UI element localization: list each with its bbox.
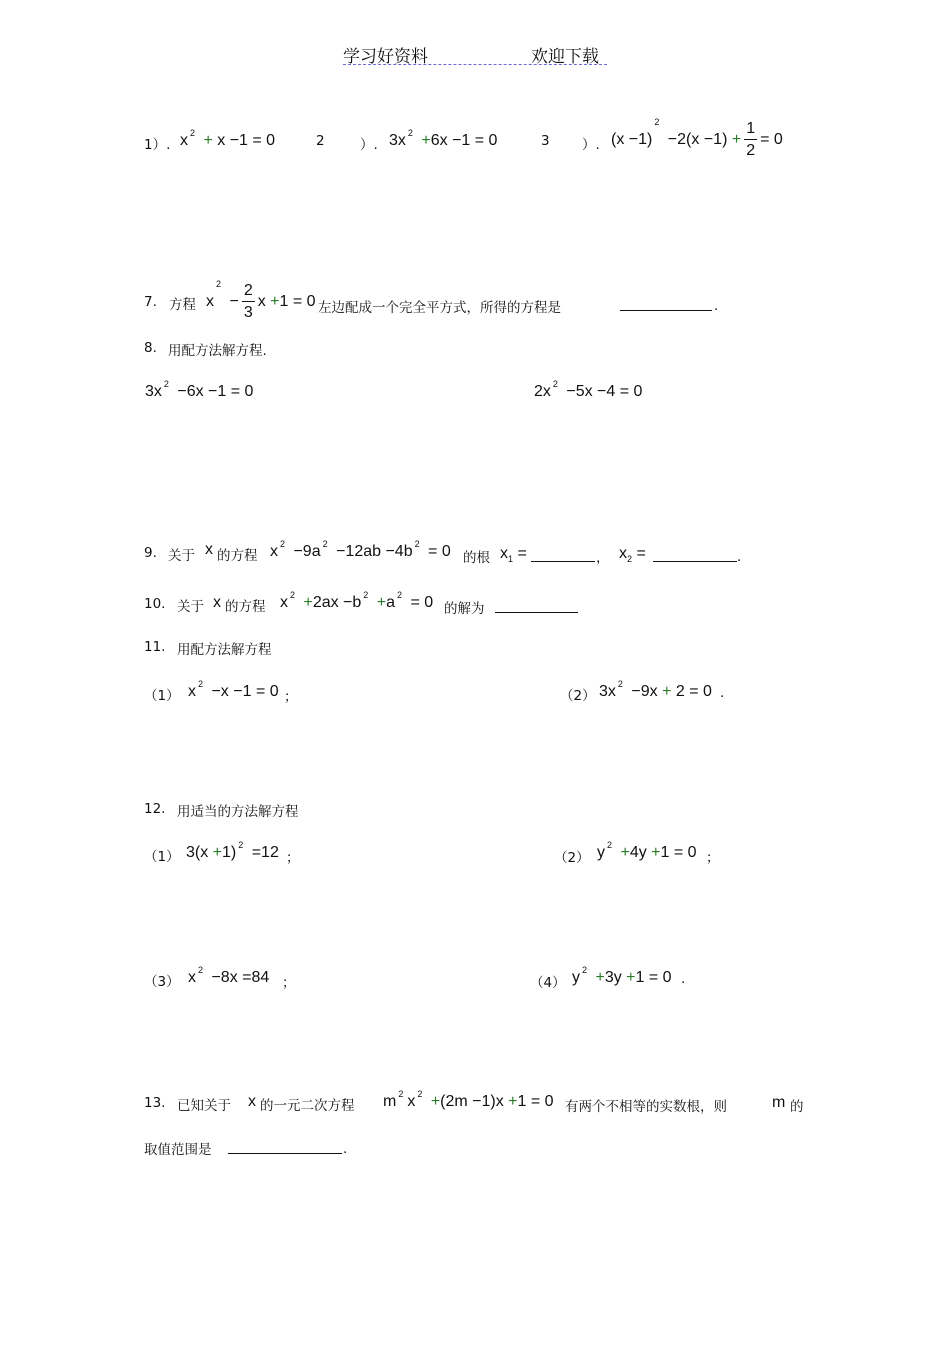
q12-part1-end: ；	[286, 850, 300, 866]
q8-equation-1: 3x $^2$ −6x −1 = 0	[145, 379, 254, 400]
q9-prefix: 关于	[168, 548, 195, 564]
q9-x1-label: $x_1$ =	[500, 545, 527, 565]
q10-equation: x $^2$ +2ax −b $^2$ +a $^2$ = 0	[280, 590, 434, 611]
q7-prefix: 方程	[169, 297, 196, 313]
q3-label: ）.	[582, 137, 600, 153]
q2-label: ）.	[360, 137, 378, 153]
q11-part2-end: .	[720, 685, 725, 701]
header-left: 学习好资料	[343, 47, 428, 67]
q10-prefix: 关于	[177, 599, 204, 615]
q8-equation-2: 2x $^2$ −5x −4 = 0	[534, 379, 643, 400]
q10-answer-blank[interactable]	[495, 600, 578, 617]
q13-m: m	[772, 1094, 786, 1111]
q10-mid: 的方程	[225, 599, 266, 615]
q13-variable: x	[248, 1093, 256, 1110]
q1-equation: x $^2$ + x −1 = 0	[180, 128, 276, 149]
q3-equation: $(x -1)^2 -2(x -1)$ + $\frac{1}{2}$ = 0	[611, 117, 783, 159]
q9-end: .	[737, 549, 742, 565]
q7-end: .	[714, 298, 719, 314]
q10-variable: x	[213, 594, 221, 611]
q13-line2: 取值范围是	[144, 1142, 212, 1158]
q3-label-num: 3	[541, 133, 550, 149]
q12-part3-end: ；	[282, 975, 296, 991]
q7-equation: $x^2$ − $\frac{2}{3}$ x +1 = 0	[206, 279, 316, 321]
q12-part2-end: ；	[706, 850, 720, 866]
q13-equation: m $^2$ x $^2$ +(2m −1)x +1 = 0	[383, 1089, 554, 1110]
q12-part1-equation: 3(x +1) $^2$ =12	[186, 840, 279, 861]
q11-part1-equation: x $^2$ −x −1 = 0	[188, 679, 279, 700]
q13-end: .	[343, 1141, 348, 1157]
q12-part4-equation: y $^2$ +3y +1 = 0	[572, 965, 672, 986]
q10-post: 的解为	[444, 601, 485, 617]
q9-number: 9.	[144, 545, 157, 561]
q13-answer-blank[interactable]	[228, 1141, 342, 1158]
q1-label: 1）.	[144, 137, 171, 153]
q7-answer-blank[interactable]	[620, 298, 712, 315]
q12-part2-equation: y $^2$ +4y +1 = 0	[597, 840, 697, 861]
q11-part1-end: ；	[284, 689, 298, 705]
q9-mid: 的方程	[217, 548, 258, 564]
q13-number: 13.	[144, 1095, 166, 1111]
q7-number: 7.	[144, 294, 157, 310]
q9-post: 的根	[463, 550, 490, 566]
q8-number: 8.	[144, 340, 157, 356]
q9-equation: x $^2$ −9a $^2$ −12ab −4b $^2$ = 0	[270, 539, 451, 560]
q13-post: 有两个不相等的实数根，则	[565, 1099, 727, 1115]
q12-text: 用适当的方法解方程	[177, 804, 299, 820]
q11-part2-equation: 3x $^2$ −9x + 2 = 0	[599, 679, 712, 700]
q2-equation: 3x $^2$ +6x −1 = 0	[389, 128, 498, 149]
q8-text: 用配方法解方程.	[168, 343, 267, 359]
q10-number: 10.	[144, 596, 166, 612]
q13-mid: 的一元二次方程	[260, 1098, 355, 1114]
q12-part3-equation: x $^2$ −8x =84	[188, 965, 270, 986]
q12-part1-label: （1）	[144, 849, 180, 865]
q12-part2-label: （2）	[554, 850, 590, 866]
q12-part3-label: （3）	[144, 974, 180, 990]
header-divider	[343, 64, 607, 65]
q9-x2-label: $x_2$ =	[619, 545, 646, 565]
q7-text: 左边配成一个完全平方式，所得的方程是	[318, 300, 561, 316]
q12-part4-end: .	[681, 971, 686, 987]
q12-number: 12.	[144, 801, 166, 817]
q9-x1-blank[interactable]	[531, 549, 595, 566]
q13-prefix: 已知关于	[177, 1098, 231, 1114]
q11-part2-label: （2）	[560, 688, 596, 704]
q2-label-num: 2	[316, 133, 325, 149]
header-right: 欢迎下载	[531, 47, 599, 67]
q9-comma: ，	[596, 550, 610, 566]
q9-x2-blank[interactable]	[653, 549, 737, 566]
q9-variable: x	[205, 541, 213, 558]
q12-part4-label: （4）	[530, 975, 566, 991]
q11-part1-label: （1）	[144, 688, 180, 704]
q13-de: 的	[790, 1099, 804, 1115]
q11-number: 11.	[144, 639, 166, 655]
q11-text: 用配方法解方程	[177, 642, 272, 658]
